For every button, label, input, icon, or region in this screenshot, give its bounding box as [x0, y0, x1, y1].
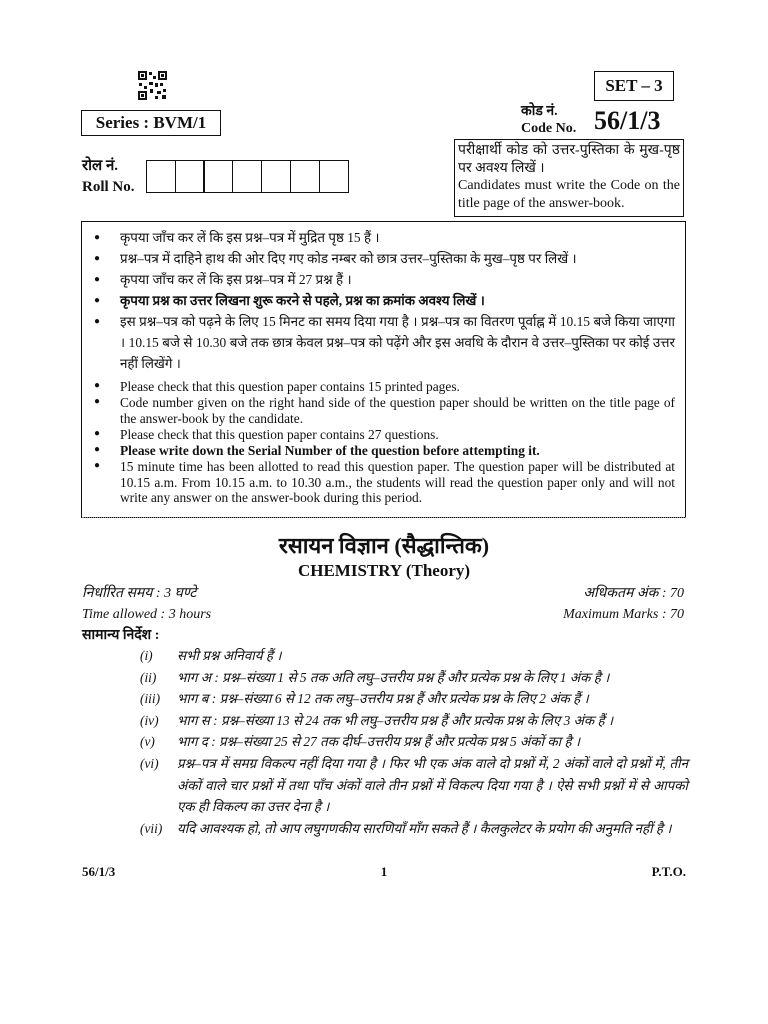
code-note-box [454, 139, 684, 217]
code-label-en: Code No. [521, 121, 577, 136]
general-item-text: यदि आवश्यक हो, तो आप लघुगणकीय सारणियाँ माँग सकते हैं । कैलकुलेटर के प्रयोग की अनुमति नहीं है । [177, 820, 672, 836]
roll-box[interactable] [146, 160, 176, 193]
instruction-item: ● Please write down the Serial Number of the question before attempting it. [82, 442, 685, 458]
set-number: SET – 3 [594, 71, 674, 101]
roll-label-en: Roll No. [82, 179, 135, 195]
marks-en: Maximum Marks : 70 [563, 607, 684, 622]
pto-label: P.T.O. [651, 864, 686, 879]
instruction-item: ● प्रश्न–पत्र में दाहिने हाथ की ओर दिए गए कोड नम्बर को छात्र उत्तर–पुस्तिका के मुख–पृष्ठ पर लिखें । [82, 248, 685, 269]
instructions-hindi [82, 227, 685, 374]
roll-label-hi: रोल नं. [82, 158, 119, 174]
general-item-text: भाग ब : प्रश्न–संख्या 6 से 12 तक लघु–उत्तरीय प्रश्न हैं और प्रत्येक प्रश्न के लिए 2 अंक हैं । [177, 691, 589, 707]
code-label [521, 103, 576, 137]
code-note-en: Candidates must write the Code on the title page of the answer-book. [458, 178, 680, 211]
general-item [140, 645, 688, 667]
roll-box[interactable] [232, 160, 262, 193]
code-label-hi: कोड नं. [521, 104, 558, 119]
general-item [140, 753, 688, 818]
instruction-item: ● कृपया जाँच कर लें कि इस प्रश्न–पत्र में मुद्रित पृष्ठ 15 हैं । [82, 227, 685, 248]
general-item-text: भाग स : प्रश्न–संख्या 13 से 24 तक भी लघु–उत्तरीय प्रश्न हैं और प्रत्येक प्रश्न के लिए 3 अंक हैं । [177, 712, 614, 728]
title-english: CHEMISTRY (Theory) [297, 561, 471, 580]
roll-label [82, 156, 135, 198]
general-item [140, 667, 688, 689]
general-item-number: (iv) [140, 712, 159, 728]
time-allowed [82, 583, 211, 625]
general-item-number: (vii) [140, 820, 163, 836]
general-item-text: सभी प्रश्न अनिवार्य हैं । [177, 648, 282, 663]
qr-code [137, 70, 168, 101]
instruction-item: ● 15 minute time has been allotted to read this question paper. The question paper will be distributed at 10.15 a.m. From 10.15 a.m. to 10.30 a.m., the students will read the question paper only and will not write any answer on the answer-book during this period. [82, 458, 685, 505]
general-item-text: भाग द : प्रश्न–संख्या 25 से 27 तक दीर्घ–उत्तरीय प्रश्न हैं और प्रत्येक प्रश्न 5 अंकों का है । [177, 734, 581, 750]
instructions-english [82, 378, 685, 505]
general-item [140, 688, 688, 710]
general-item [140, 818, 688, 840]
roll-box[interactable] [290, 160, 320, 193]
general-item [140, 731, 688, 753]
general-item-number: (i) [140, 648, 153, 663]
instructions-box [81, 221, 686, 518]
roll-box[interactable] [175, 160, 205, 193]
maximum-marks [563, 583, 684, 625]
general-item-text: भाग अ : प्रश्न–संख्या 1 से 5 तक अति लघु–उत्तरीय प्रश्न हैं और प्रत्येक प्रश्न के लिए 1 अंक है । [177, 669, 610, 685]
instruction-item: ● इस प्रश्न–पत्र को पढ़ने के लिए 15 मिनट का समय दिया गया है । प्रश्न–पत्र का वितरण पूर्वाह्न में 10.15 बजे किया जाएगा । 10.15 बजे से 10.30 बजे तक छात्र केवल प्रश्न–पत्र को पढ़ेंगे और इस अवधि के दौरान वे उत्तर–पुस्तिका पर कोई उत्तर नहीं लिखेंगे । [82, 311, 685, 374]
general-item [140, 710, 688, 732]
roll-box[interactable] [203, 160, 233, 193]
code-note-hi: परीक्षार्थी कोड को उत्तर-पुस्तिका के मुख-पृष्ठ पर अवश्य लिखें । [458, 143, 680, 176]
footer-code: 56/1/3 [82, 864, 116, 879]
time-hi: निर्धारित समय : 3 घण्टे [82, 586, 197, 601]
instruction-item: ● कृपया जाँच कर लें कि इस प्रश्न–पत्र में 27 प्रश्न हैं । [82, 269, 685, 290]
general-item-number: (v) [140, 734, 155, 750]
divider [82, 517, 686, 518]
code-number: 56/1/3 [594, 106, 661, 135]
instruction-item: ● Code number given on the right hand side of the question paper should be written on the title page of the answer-book by the candidate. [82, 394, 685, 426]
roll-number-boxes[interactable] [147, 160, 349, 193]
general-item-number: (iii) [140, 691, 161, 707]
marks-hi: अधिकतम अंक : 70 [583, 586, 684, 601]
general-instructions-list [140, 645, 688, 839]
title-hindi: रसायन विज्ञान (सैद्धान्तिक) [278, 533, 490, 558]
instruction-item: ● कृपया प्रश्न का उत्तर लिखना शुरू करने से पहले, प्रश्न का क्रमांक अवश्य लिखें । [82, 290, 685, 311]
instruction-item: ● Please check that this question paper contains 27 questions. [82, 426, 685, 442]
general-item-number: (ii) [140, 669, 157, 685]
series-label: Series : BVM/1 [81, 110, 221, 136]
roll-box[interactable] [261, 160, 291, 193]
general-item-number: (vi) [140, 755, 159, 771]
general-item-text: प्रश्न–पत्र में समग्र विकल्प नहीं दिया गया है । फिर भी एक अंक वाले दो प्रश्नों में, 2 अंकों वाले दो प्रश्नों में, तीन अंकों वाले चार प्रश्नों में तथा पाँच अंकों वाले तीन प्रश्नों में विकल्प दिया गया है । ऐसे सभी प्रश्नों में से आपको एक ही विकल्प का उत्तर देना है । [177, 755, 688, 815]
time-en: Time allowed : 3 hours [82, 607, 212, 622]
instruction-item: ● Please check that this question paper contains 15 printed pages. [82, 378, 685, 394]
page-number: 1 [380, 864, 388, 879]
roll-box[interactable] [319, 160, 349, 193]
general-instructions-heading: सामान्य निर्देश : [82, 628, 160, 643]
